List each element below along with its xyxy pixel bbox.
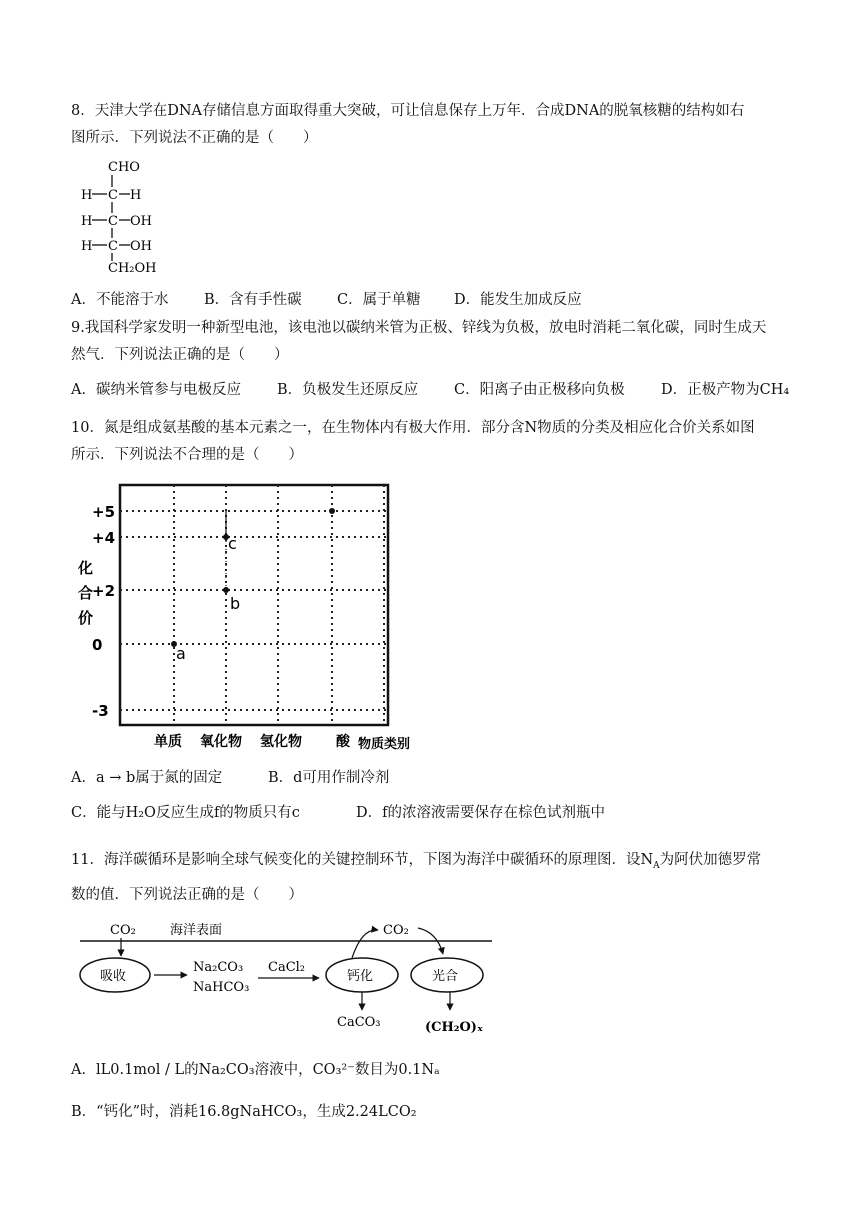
- chart-y-ticks: [92, 503, 115, 720]
- nahco3-label: NaHCO₃: [193, 980, 250, 995]
- struct-h-right-1: H: [130, 188, 142, 203]
- struct-h-left-3: H: [81, 239, 93, 254]
- q8-option-a: A．不能溶于水: [71, 292, 169, 308]
- struct-h-left-1: H: [81, 188, 93, 203]
- x-category-label: 酸: [336, 734, 350, 750]
- q10-option-c: C．能与H₂O反应生成f的物质只有c: [71, 805, 300, 821]
- valence-chart: [70, 478, 440, 758]
- q10-option-a: A．a → b属于氮的固定: [71, 770, 223, 786]
- chart-points: [171, 508, 335, 663]
- cacl2-label: CaCl₂: [268, 960, 306, 975]
- chart-ylabel-1: 化: [78, 559, 94, 577]
- y-tick-label: -3: [92, 702, 109, 720]
- y-tick-label: +5: [92, 503, 116, 521]
- struct-h-left-2: H: [81, 214, 93, 229]
- q10-option-d: D．f的浓溶液需要保存在棕色试剂瓶中: [356, 805, 605, 821]
- q11-option-b: B．“钙化”时，消耗16.8gNaHCO₃，生成2.24LCO₂: [71, 1104, 417, 1120]
- struct-c-3: C: [108, 239, 118, 254]
- caco3-label: CaCO₃: [337, 1015, 381, 1030]
- carbon-cycle-diagram: [75, 914, 495, 1039]
- q9-stem-line2: 然气．下列说法正确的是（ ）: [71, 347, 289, 363]
- y-tick-label: 0: [92, 636, 103, 654]
- chart-xlabel: 物质类别: [358, 737, 411, 752]
- struct-c-2: C: [108, 214, 118, 229]
- struct-c-1: C: [108, 188, 118, 203]
- q9-option-a: A．碳纳米管参与电极反应: [71, 382, 241, 398]
- q10-option-b: B．d可用作制冷剂: [268, 770, 390, 786]
- q11-stem-line1: 11．海洋碳循环是影响全球气候变化的关键控制环节，下图为海洋中碳循环的原理图．设$N_A$为阿伏加德罗常: [71, 852, 762, 871]
- chart-ylabel-3: 价: [78, 609, 94, 627]
- x-category-label: 氧化物: [200, 734, 242, 750]
- point-label-c: c: [228, 534, 237, 553]
- point-label-b: b: [230, 594, 241, 613]
- q8-stem-line1: 8．天津大学在DNA存储信息方面取得重大突破，可让信息保存上万年．合成DNA的脱氧核糖的结构如右: [71, 103, 745, 119]
- q10-stem-line1: 10．氮是组成氨基酸的基本元素之一，在生物体内有极大作用．部分含N物质的分类及相应化合价关系如图: [71, 420, 755, 436]
- ch2o-label: (CH₂O)ₓ: [425, 1020, 484, 1035]
- struct-ch2oh: CH₂OH: [108, 261, 157, 276]
- y-tick-label: +2: [92, 582, 116, 600]
- chart-frame: [120, 485, 388, 725]
- point-f: [329, 508, 335, 514]
- x-category-label: 单质: [154, 734, 182, 750]
- co2-out-label: CO₂: [383, 923, 409, 938]
- q10-stem-line2: 所示．下列说法不合理的是（ ）: [71, 447, 303, 463]
- absorb-label: 吸收: [100, 969, 127, 984]
- chart-grid: [120, 485, 388, 725]
- photosynthesis-label: 光合: [432, 969, 459, 984]
- ocean-surface-label: 海洋表面: [170, 923, 223, 938]
- q8-option-d: D．能发生加成反应: [454, 292, 582, 308]
- q9-option-b: B．负极发生还原反应: [277, 382, 419, 398]
- na2co3-label: Na₂CO₃: [193, 960, 244, 975]
- struct-oh-3: OH: [130, 239, 152, 254]
- struct-cho: CHO: [108, 160, 140, 175]
- y-tick-label: +4: [92, 529, 116, 547]
- x-category-label: 氢化物: [260, 734, 302, 750]
- deoxyribose-structure: [78, 157, 188, 275]
- q8-stem-line2: 图所示．下列说法不正确的是（ ）: [71, 130, 318, 146]
- chart-ylabel-2: 合: [78, 584, 94, 602]
- q9-option-d: D．正极产物为CH₄: [661, 382, 790, 398]
- point-label-a: a: [176, 644, 186, 663]
- q11-option-a: A．lL0.1mol / L的Na₂CO₃溶液中，CO₃²⁻数目为0.1Nₐ: [71, 1062, 440, 1078]
- q11-stem-line2: 数的值．下列说法正确的是（ ）: [71, 887, 303, 903]
- q9-option-c: C．阳离子由正极移向负极: [454, 382, 625, 398]
- co2-in-label: CO₂: [110, 923, 136, 938]
- q8-option-b: B．含有手性碳: [204, 292, 302, 308]
- q8-option-c: C．属于单糖: [337, 292, 421, 308]
- struct-oh-2: OH: [130, 214, 152, 229]
- chart-x-categories: [154, 733, 351, 750]
- calcify-label: 钙化: [347, 969, 374, 984]
- q9-stem-line1: 9.我国科学家发明一种新型电池，该电池以碳纳米管为正极、锌线为负极，放电时消耗二氧化碳，同时生成天: [71, 320, 767, 336]
